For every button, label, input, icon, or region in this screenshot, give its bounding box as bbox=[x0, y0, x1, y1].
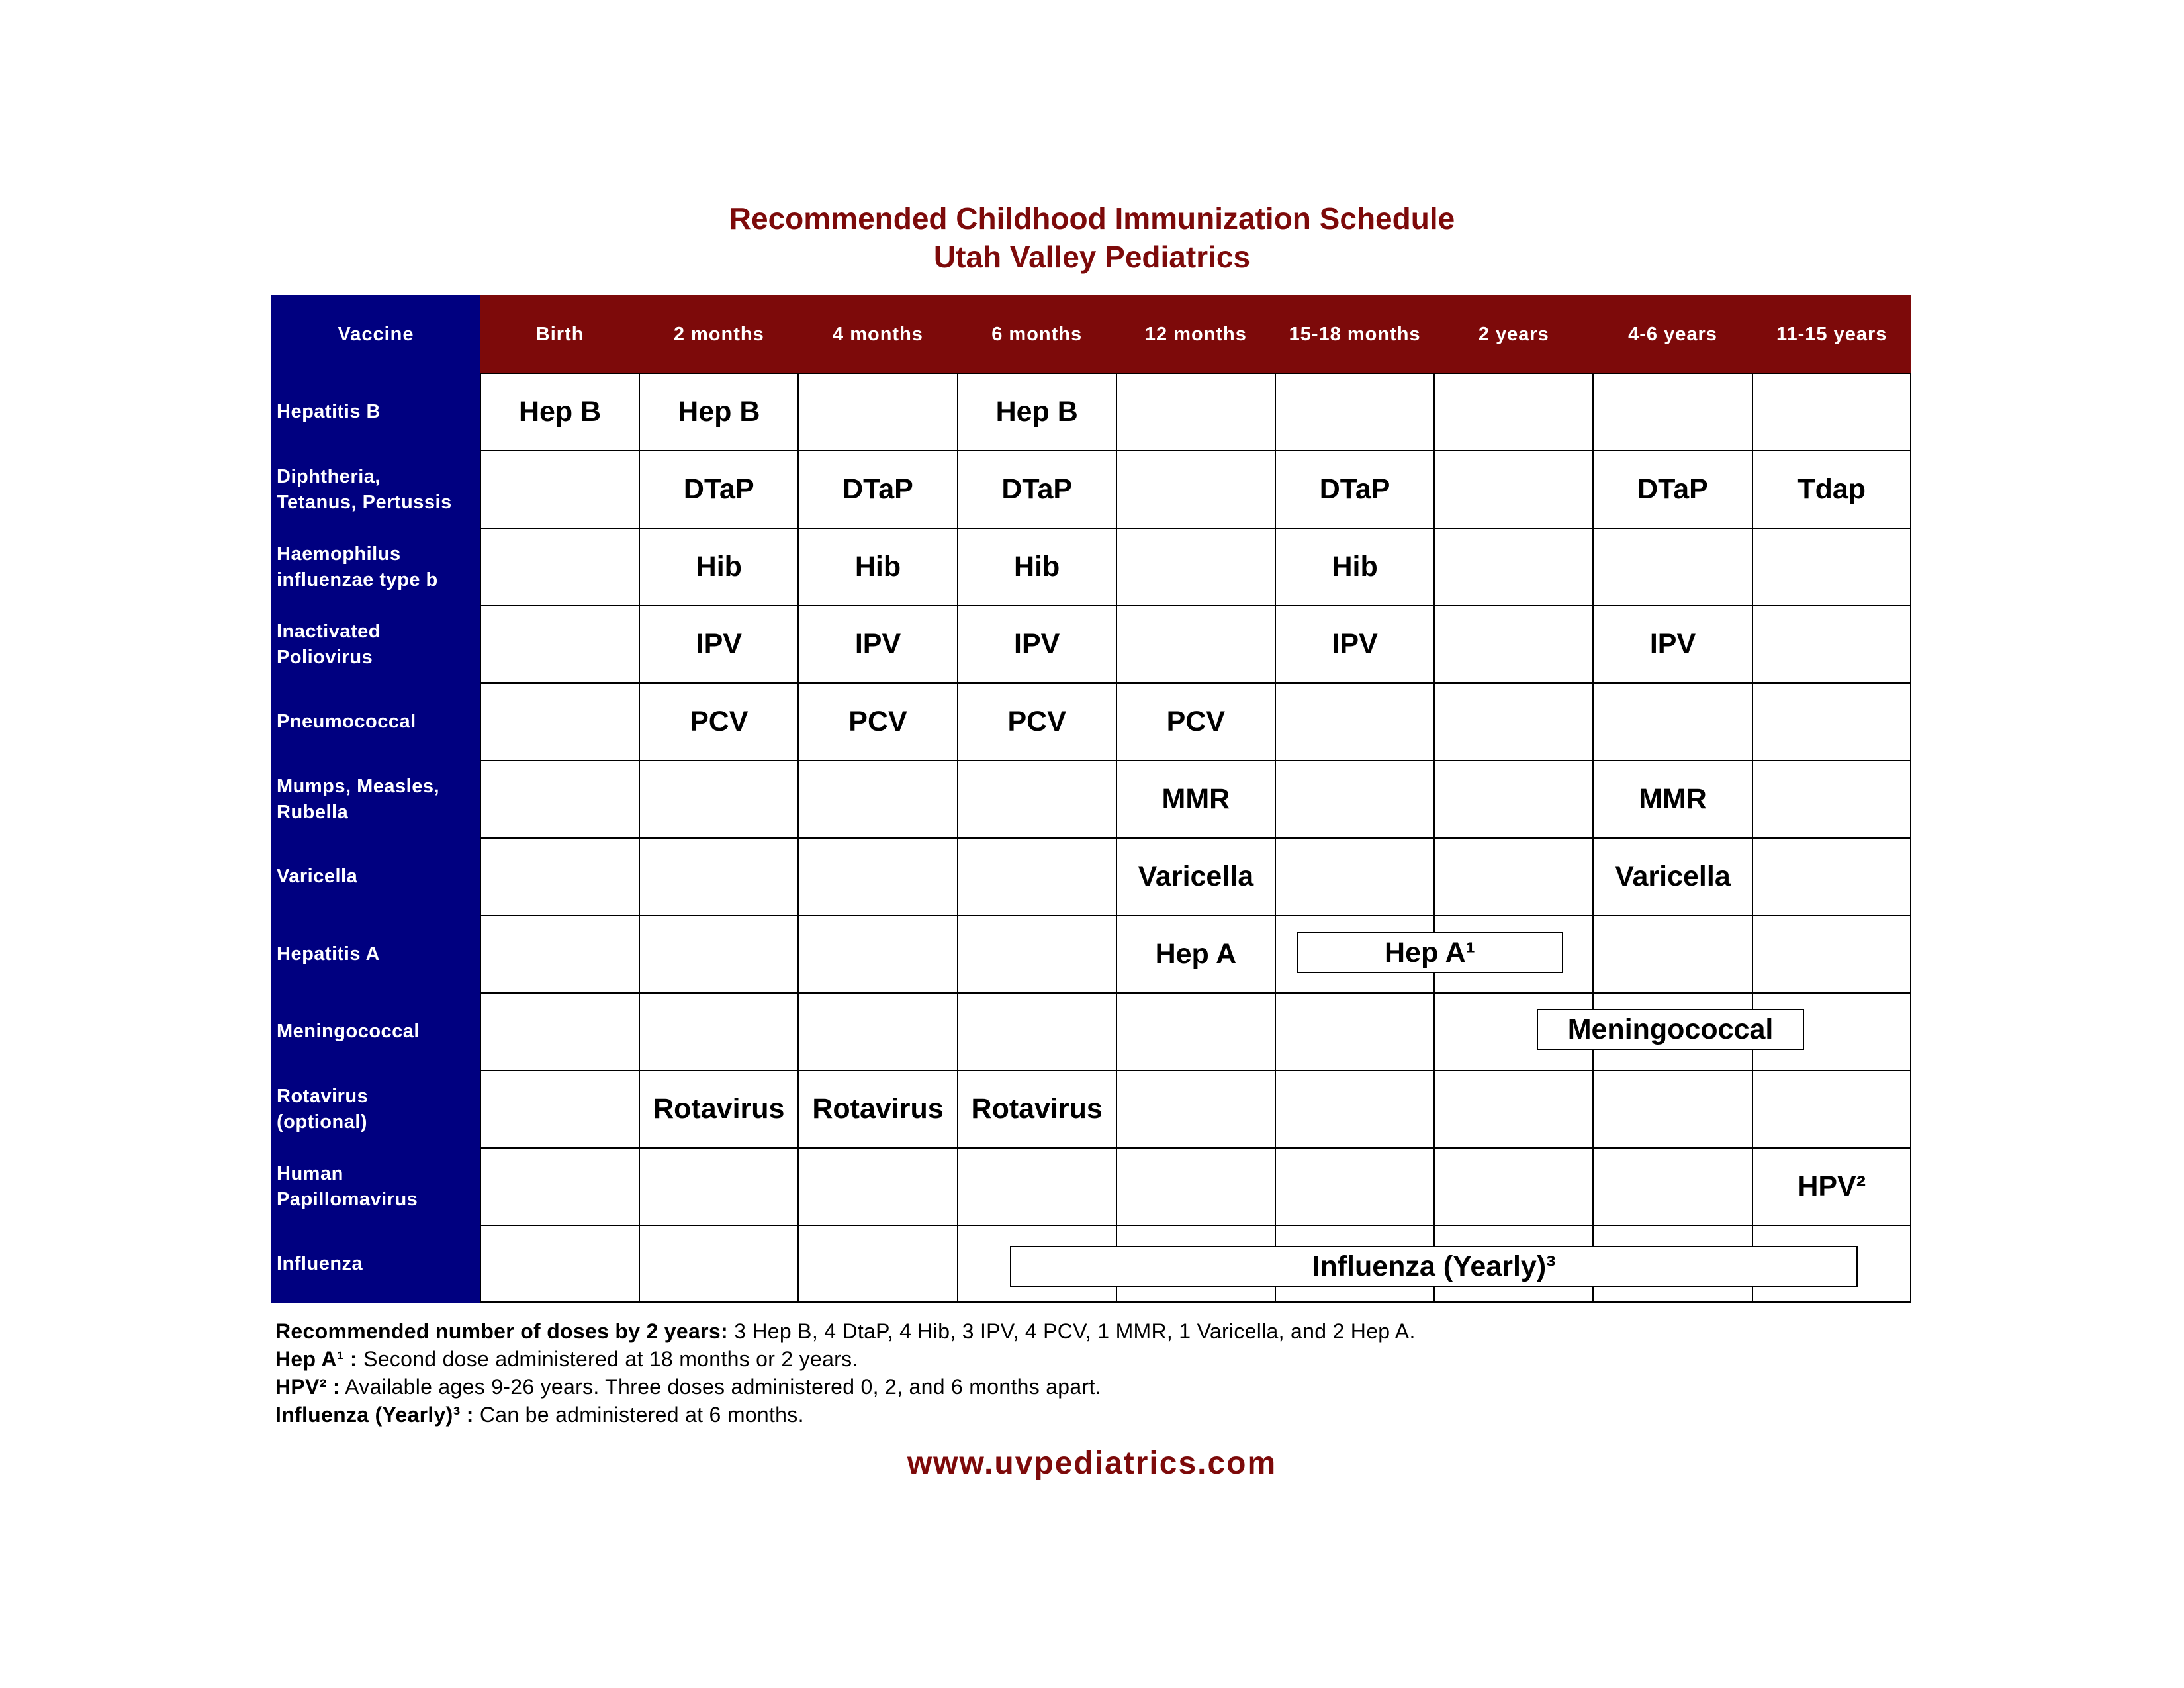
schedule-cell: PCV bbox=[1007, 706, 1066, 737]
schedule-cell bbox=[639, 915, 798, 993]
schedule-cell: DTaP bbox=[1637, 473, 1708, 505]
schedule-cell bbox=[1593, 1070, 1752, 1148]
schedule-cell: Hep B bbox=[995, 396, 1078, 428]
schedule-cell: PCV bbox=[848, 706, 907, 737]
schedule-cell bbox=[480, 993, 639, 1070]
schedule-cell bbox=[1116, 1148, 1275, 1225]
schedule-cell bbox=[798, 761, 957, 838]
schedule-cell bbox=[1116, 993, 1275, 1070]
schedule-cell bbox=[480, 528, 639, 606]
schedule-cell: MMR bbox=[1639, 783, 1707, 815]
row-label: Meningococcal bbox=[277, 1021, 420, 1042]
header-column: 4 months bbox=[833, 324, 923, 345]
row-label: Haemophilus influenzae type b bbox=[277, 543, 438, 590]
footnotes bbox=[275, 1317, 1416, 1429]
schedule-cell: Rotavirus bbox=[971, 1093, 1103, 1125]
schedule-cell bbox=[798, 838, 957, 915]
schedule-cell bbox=[1116, 373, 1275, 451]
schedule-cell: DTaP bbox=[1319, 473, 1390, 505]
schedule-cell bbox=[1752, 606, 1911, 683]
schedule-cell: DTaP bbox=[1001, 473, 1073, 505]
immunization-table bbox=[271, 295, 1911, 1303]
schedule-cell bbox=[1593, 373, 1752, 451]
row-label: Influenza bbox=[277, 1253, 363, 1274]
row-label: Mumps, Measles, Rubella bbox=[277, 775, 440, 823]
header-column: 2 months bbox=[673, 324, 764, 345]
note-influenza: Influenza (Yearly)³ : Can be administered at 6 months. bbox=[275, 1403, 804, 1427]
schedule-cell: Rotavirus bbox=[812, 1093, 944, 1125]
header-column: Birth bbox=[535, 324, 584, 345]
schedule-cell bbox=[958, 761, 1116, 838]
schedule-cell bbox=[1275, 838, 1434, 915]
schedule-cell bbox=[1116, 528, 1275, 606]
schedule-cell: Tdap bbox=[1797, 473, 1866, 505]
schedule-cell bbox=[480, 1225, 639, 1303]
schedule-cell bbox=[958, 838, 1116, 915]
schedule-cell: Varicella bbox=[1138, 861, 1254, 892]
schedule-cell: Varicella bbox=[1615, 861, 1731, 892]
schedule-cell: Hib bbox=[1332, 551, 1378, 583]
note-doses: Recommended number of doses by 2 years: 3 Hep B, 4 DtaP, 4 Hib, 3 IPV, 4 PCV, 1 MMR, 1 Varicella, and 2 Hep A. bbox=[275, 1319, 1416, 1343]
schedule-cell bbox=[1752, 915, 1911, 993]
schedule-cell: Hep A bbox=[1155, 938, 1237, 970]
hep-a-span-box: Hep A¹ bbox=[1297, 932, 1563, 973]
page-subtitle: Utah Valley Pediatrics bbox=[933, 240, 1251, 274]
website-url[interactable]: www.uvpediatrics.com bbox=[907, 1446, 1277, 1481]
schedule-cell bbox=[1275, 993, 1434, 1070]
schedule-cell bbox=[798, 1225, 957, 1303]
note-hpv: HPV² : Available ages 9-26 years. Three doses administered 0, 2, and 6 months apart. bbox=[275, 1375, 1101, 1399]
schedule-cell: PCV bbox=[1166, 706, 1226, 737]
schedule-cell bbox=[1752, 838, 1911, 915]
schedule-cell bbox=[1275, 683, 1434, 761]
schedule-cell: IPV bbox=[696, 628, 742, 660]
schedule-cell bbox=[639, 838, 798, 915]
schedule-cell bbox=[1752, 683, 1911, 761]
row-label: Pneumococcal bbox=[277, 711, 416, 732]
schedule-cell: DTaP bbox=[842, 473, 913, 505]
schedule-cell bbox=[480, 1148, 639, 1225]
schedule-cell: Hib bbox=[1014, 551, 1060, 583]
schedule-cell bbox=[1275, 1148, 1434, 1225]
schedule-cell: HPV² bbox=[1797, 1170, 1866, 1202]
schedule-cell: Hep B bbox=[518, 396, 602, 428]
schedule-cell bbox=[1434, 761, 1593, 838]
schedule-cell bbox=[1434, 451, 1593, 528]
schedule-cell bbox=[1434, 528, 1593, 606]
schedule-cell bbox=[1275, 761, 1434, 838]
schedule-cell: DTaP bbox=[683, 473, 754, 505]
header-column: 11-15 years bbox=[1776, 324, 1888, 345]
schedule-cell bbox=[1434, 838, 1593, 915]
row-label: Diphtheria, Tetanus, Pertussis bbox=[277, 465, 452, 513]
schedule-cell: IPV bbox=[854, 628, 901, 660]
page-title: Recommended Childhood Immunization Schedule bbox=[729, 201, 1455, 236]
header-column: 12 months bbox=[1144, 324, 1247, 345]
schedule-cell bbox=[798, 915, 957, 993]
schedule-cell bbox=[480, 838, 639, 915]
schedule-cell bbox=[639, 1225, 798, 1303]
schedule-cell bbox=[1752, 373, 1911, 451]
meningococcal-span-box: Meningococcal bbox=[1537, 1009, 1804, 1050]
schedule-cell bbox=[1434, 606, 1593, 683]
note-hep-a: Hep A¹ : Second dose administered at 18 months or 2 years. bbox=[275, 1347, 858, 1371]
row-label: Hepatitis B bbox=[277, 401, 381, 422]
row-label: Rotavirus (optional) bbox=[277, 1085, 369, 1133]
schedule-cell bbox=[1752, 761, 1911, 838]
schedule-cell bbox=[1593, 1148, 1752, 1225]
schedule-cell bbox=[1116, 1070, 1275, 1148]
row-label: Human Papillomavirus bbox=[277, 1162, 418, 1210]
schedule-cell: IPV bbox=[1014, 628, 1060, 660]
schedule-cell bbox=[798, 1148, 957, 1225]
schedule-cell bbox=[1593, 915, 1752, 993]
schedule-cell bbox=[1434, 1148, 1593, 1225]
schedule-cell bbox=[798, 993, 957, 1070]
schedule-cell bbox=[1752, 1070, 1911, 1148]
schedule-cell: Hib bbox=[696, 551, 742, 583]
schedule-cell: MMR bbox=[1161, 783, 1230, 815]
schedule-cell: IPV bbox=[1649, 628, 1696, 660]
schedule-cell bbox=[639, 1148, 798, 1225]
row-label: Varicella bbox=[277, 866, 358, 887]
schedule-cell: IPV bbox=[1332, 628, 1378, 660]
schedule-cell bbox=[639, 993, 798, 1070]
schedule-cell bbox=[1116, 606, 1275, 683]
header-column: 2 years bbox=[1478, 324, 1549, 345]
schedule-cell bbox=[639, 761, 798, 838]
schedule-cell: Hib bbox=[854, 551, 901, 583]
schedule-cell bbox=[798, 373, 957, 451]
schedule-cell bbox=[1275, 373, 1434, 451]
schedule-cell bbox=[1752, 528, 1911, 606]
schedule-cell bbox=[480, 606, 639, 683]
row-label: Hepatitis A bbox=[277, 943, 380, 964]
schedule-cell bbox=[480, 915, 639, 993]
schedule-cell bbox=[1116, 451, 1275, 528]
schedule-cell bbox=[1275, 1070, 1434, 1148]
schedule-cell bbox=[480, 1070, 639, 1148]
header-vaccine: Vaccine bbox=[338, 324, 414, 345]
row-label: Inactivated Poliovirus bbox=[277, 620, 381, 668]
schedule-cell: PCV bbox=[690, 706, 749, 737]
schedule-cell bbox=[958, 915, 1116, 993]
schedule-cell bbox=[480, 761, 639, 838]
schedule-cell: Rotavirus bbox=[653, 1093, 785, 1125]
header-column: 15-18 months bbox=[1289, 324, 1421, 345]
schedule-cell bbox=[1593, 528, 1752, 606]
header-column: 4-6 years bbox=[1628, 324, 1717, 345]
schedule-cell bbox=[480, 683, 639, 761]
schedule-cell bbox=[958, 993, 1116, 1070]
schedule-cell bbox=[958, 1148, 1116, 1225]
schedule-cell bbox=[480, 451, 639, 528]
header-column: 6 months bbox=[991, 324, 1083, 345]
schedule-cell bbox=[1434, 683, 1593, 761]
schedule-cell: Hep B bbox=[678, 396, 760, 428]
schedule-cell bbox=[1434, 1070, 1593, 1148]
schedule-cell bbox=[1434, 373, 1593, 451]
influenza-span-box: Influenza (Yearly)³ bbox=[1010, 1246, 1858, 1287]
schedule-cell bbox=[1593, 683, 1752, 761]
